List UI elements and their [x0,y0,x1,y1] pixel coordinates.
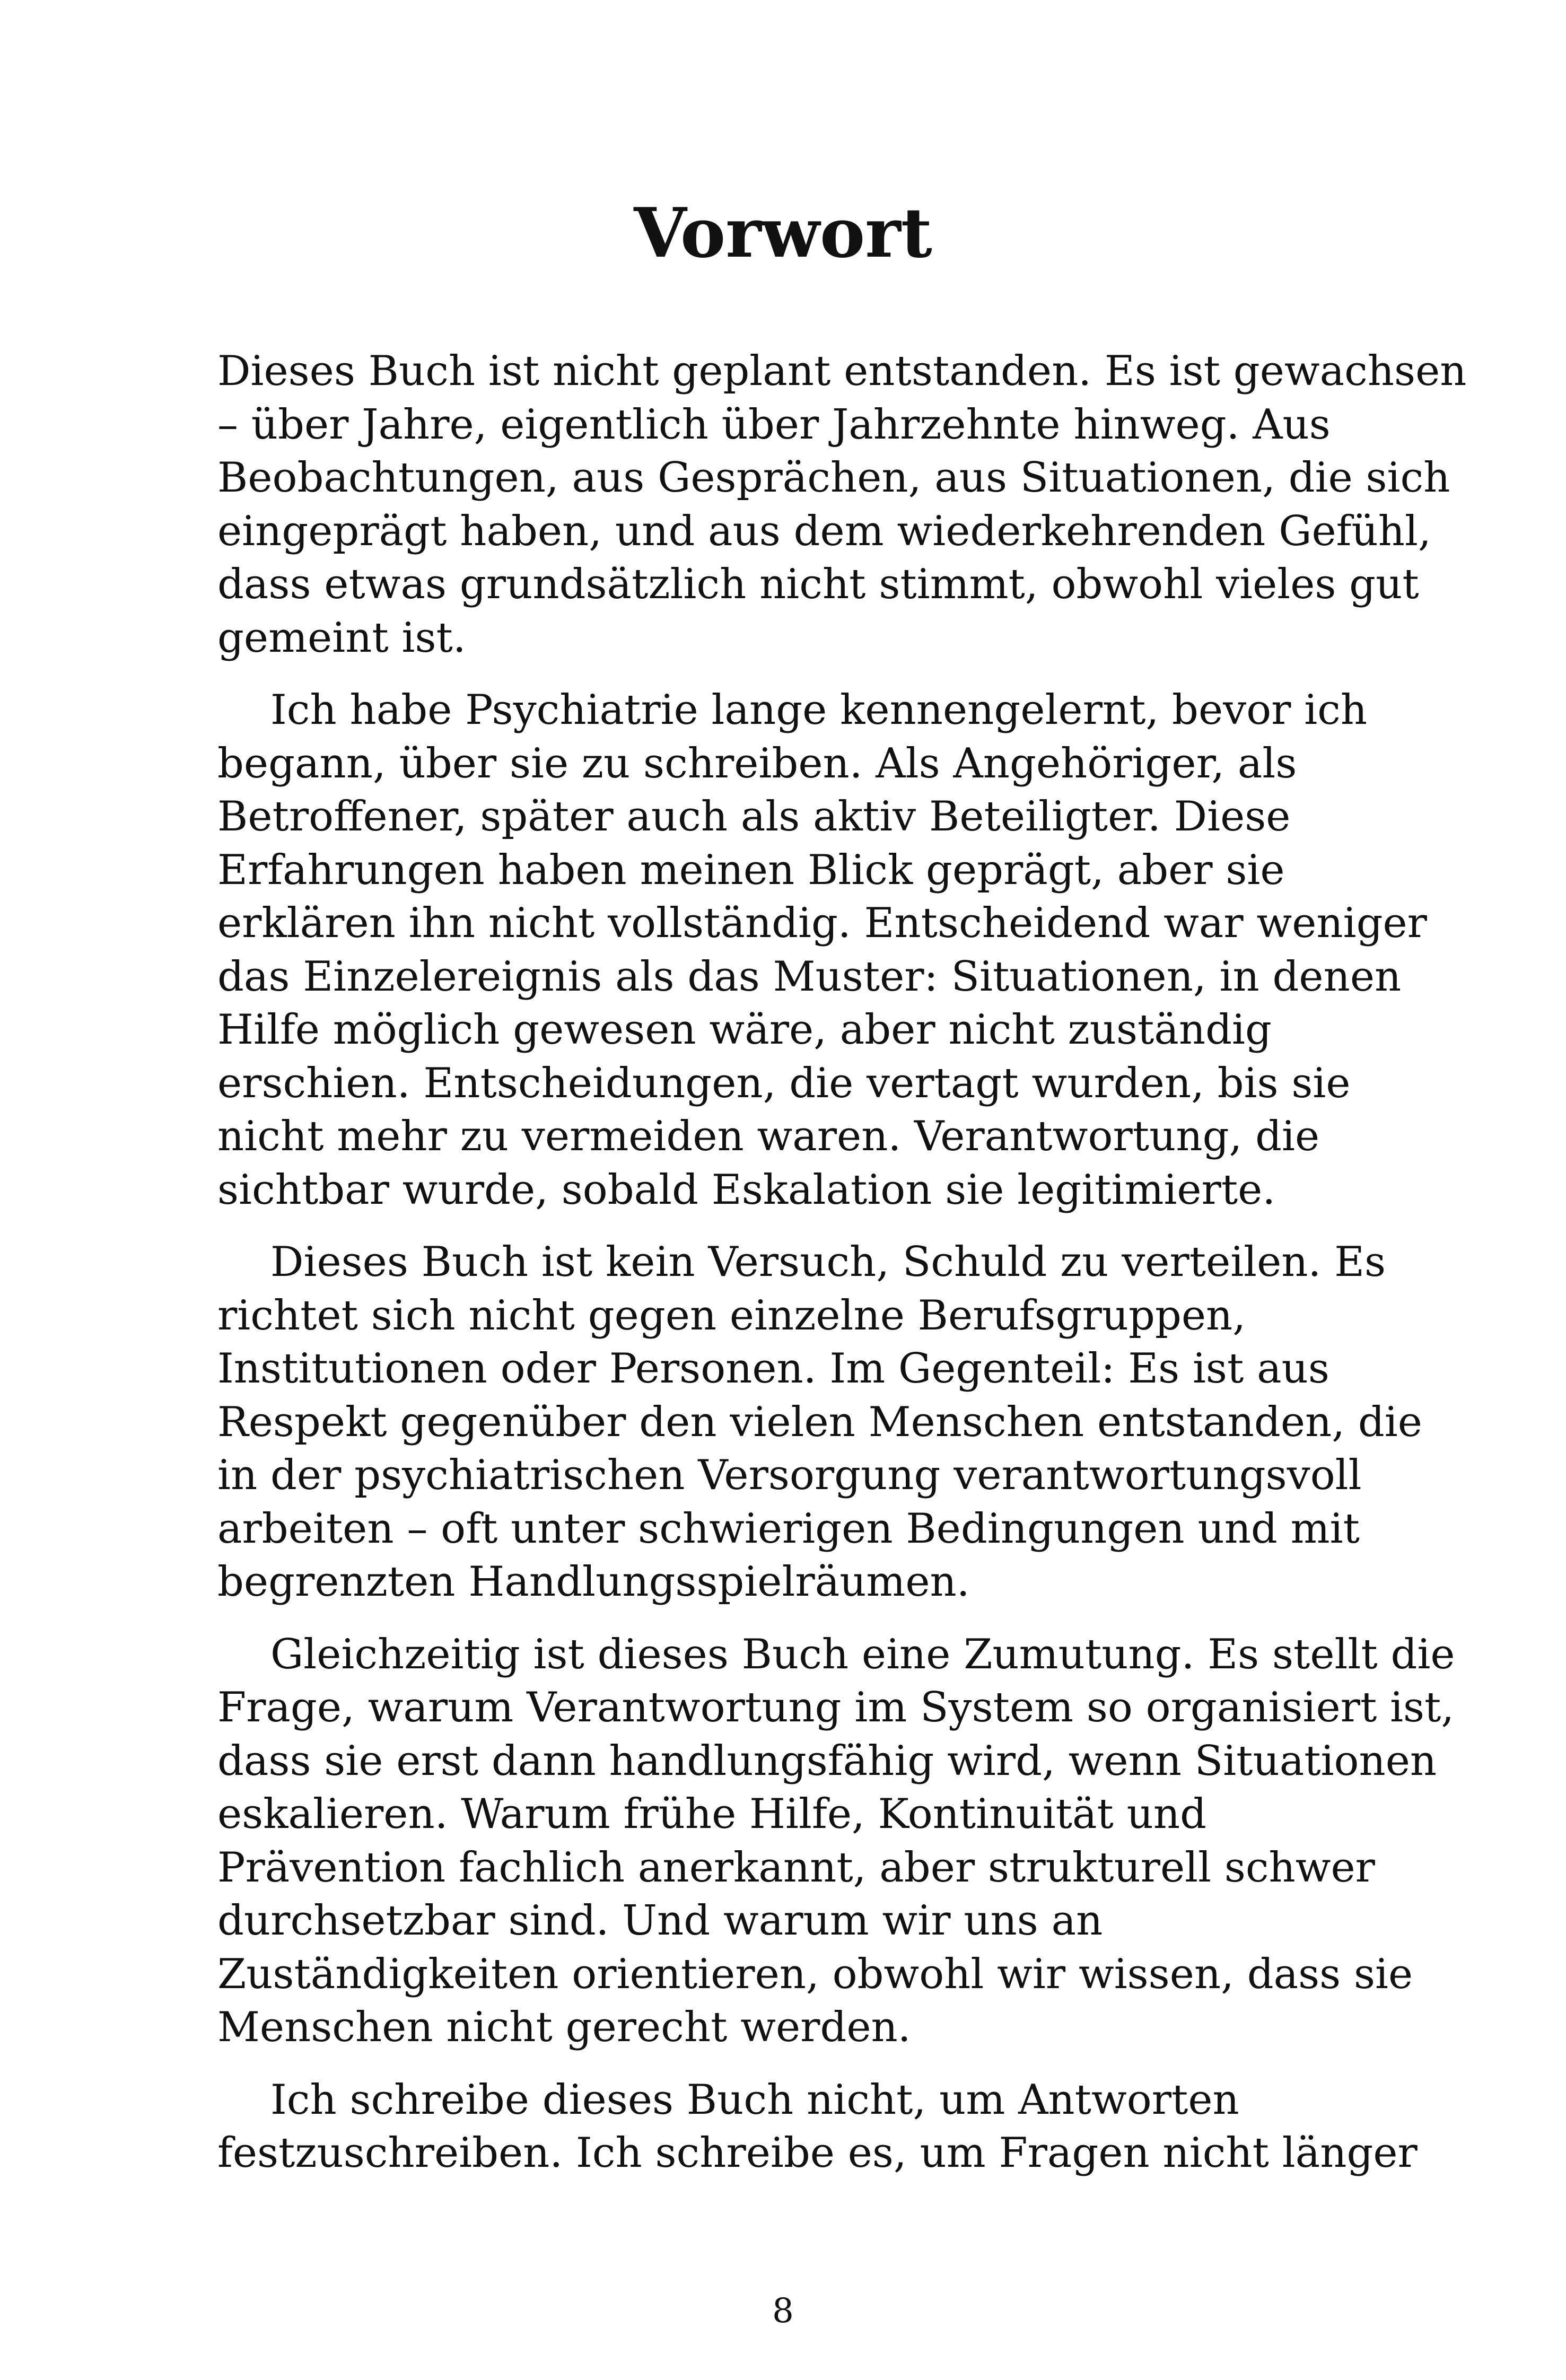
text-line: gemeint ist. [217,614,466,662]
chapter-title: Vorwort [634,194,932,273]
text-line: Respekt gegenüber den vielen Menschen entstanden, die [217,1398,1422,1446]
text-line: Menschen nicht gerecht werden. [217,2003,911,2051]
text-line: durchsetzbar sind. Und warum wir uns an [217,1897,1103,1945]
text-line: Dieses Buch ist kein Versuch, Schuld zu verteilen. Es [270,1238,1386,1286]
paragraph-1 [217,345,1467,664]
paragraph-3 [217,1236,1422,1609]
text-line: dass sie erst dann handlungsfähig wird, wenn Situationen [217,1737,1437,1785]
text-line: Dieses Buch ist nicht geplant entstanden. Es ist gewachsen [217,347,1467,395]
text-line: Gleichzeitig ist dieses Buch eine Zumutung. Es stellt die [270,1630,1455,1678]
text-line: begrenzten Handlungsspielräumen. [217,1558,970,1606]
text-line: Ich habe Psychiatrie lange kennengelernt, bevor ich [270,686,1368,734]
chapter-body [217,345,1467,2199]
text-line: Hilfe möglich gewesen wäre, aber nicht zuständig [217,1006,1272,1054]
text-line: Zuständigkeiten orientieren, obwohl wir wissen, dass sie [217,1950,1413,1998]
text-line: Beobachtungen, aus Gesprächen, aus Situationen, die sich [217,454,1450,502]
text-line: arbeiten – oft unter schwierigen Bedingungen und mit [217,1504,1360,1553]
text-line: in der psychiatrischen Versorgung verantwortungsvoll [217,1451,1362,1499]
text-line: richtet sich nicht gegen einzelne Berufsgruppen, [217,1291,1246,1340]
text-line: erklären ihn nicht vollständig. Entscheidend war weniger [217,899,1427,947]
text-line: Institutionen oder Personen. Im Gegenteil: Es ist aus [217,1345,1329,1393]
text-line: Erfahrungen haben meinen Blick geprägt, aber sie [217,846,1285,894]
text-line: eingeprägt haben, und aus dem wiederkehrenden Gefühl, [217,507,1431,555]
text-line: Betroffener, später auch als aktiv Beteiligter. Diese [217,793,1291,841]
text-line: dass etwas grundsätzlich nicht stimmt, obwohl vieles gut [217,561,1419,608]
text-line: – über Jahre, eigentlich über Jahrzehnte hinweg. Aus [217,400,1331,449]
text-line: begann, über sie zu schreiben. Als Angehöriger, als [217,739,1297,788]
text-line: nicht mehr zu vermeiden waren. Verantwortung, die [217,1113,1320,1160]
text-line: sichtbar wurde, sobald Eskalation sie legitimierte. [217,1166,1276,1214]
text-line: Prävention fachlich anerkannt, aber strukturell schwer [217,1843,1375,1892]
text-line: das Einzelereignis als das Muster: Situationen, in denen [217,952,1402,1001]
text-line: Ich schreibe dieses Buch nicht, um Antworten [270,2076,1239,2124]
paragraph-2 [217,684,1427,1217]
paragraph-4 [217,1628,1455,2054]
text-line: Frage, warum Verantwortung im System so organisiert ist, [217,1684,1455,1731]
text-line: eskalieren. Warum frühe Hilfe, Kontinuität und [217,1790,1207,1838]
text-line: festzuschreiben. Ich schreibe es, um Fragen nicht länger [217,2129,1418,2177]
text-line: erschien. Entscheidungen, die vertagt wurden, bis sie [217,1059,1351,1107]
paragraph-5 [217,2073,1418,2180]
page-number: 8 [772,2291,794,2331]
